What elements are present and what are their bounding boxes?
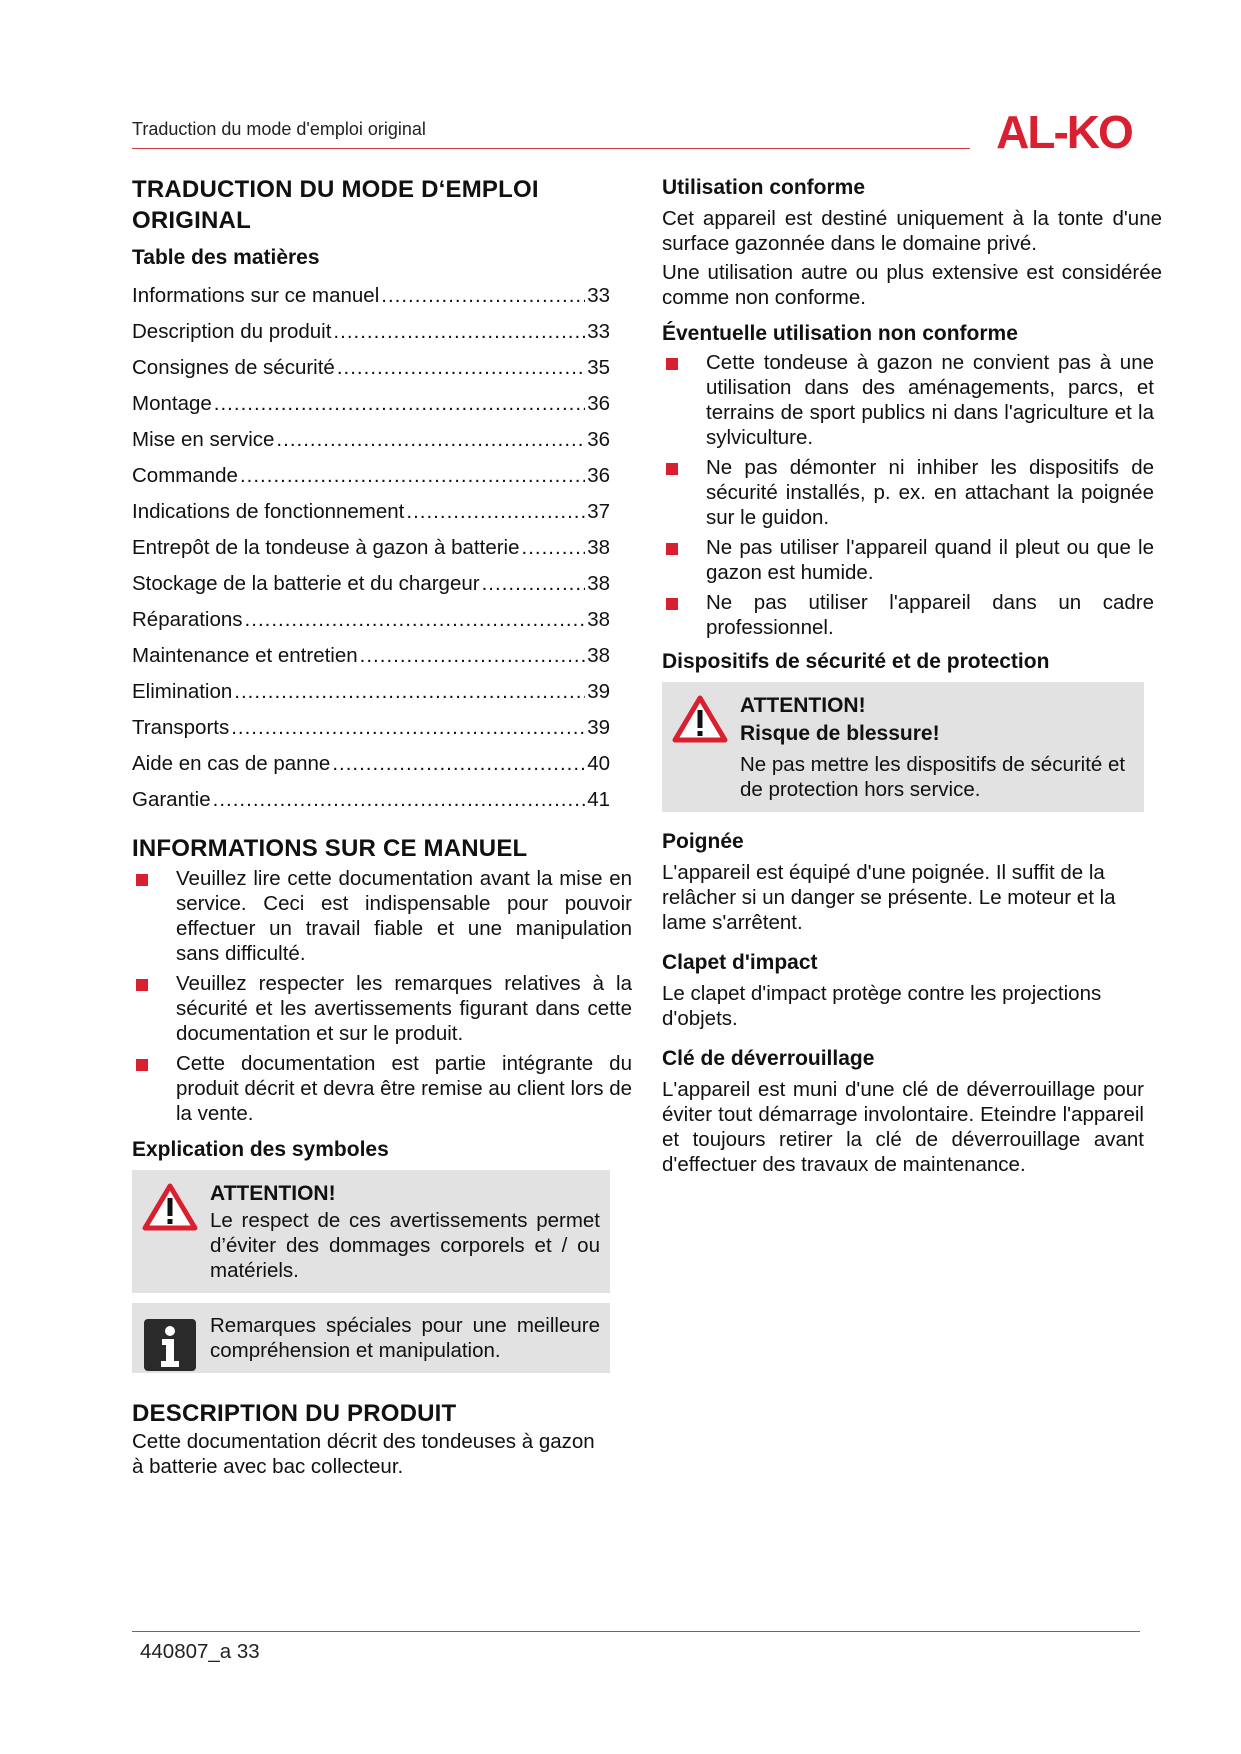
bullet-square-icon — [136, 1059, 148, 1071]
svg-text:AL-KO: AL-KO — [996, 106, 1132, 156]
table-of-contents — [132, 278, 610, 818]
info-bullet-list — [132, 866, 632, 1126]
bullet-item — [662, 350, 1154, 450]
toc-entry-page: 39 — [587, 716, 610, 739]
toc-entry[interactable] — [132, 782, 610, 818]
bullet-square-icon — [136, 979, 148, 991]
bullet-text: Ne pas utiliser l'appareil dans un cadre professionnel. — [706, 591, 1154, 639]
toc-leader-dots — [245, 602, 586, 638]
safety-devices-heading: Dispositifs de sécurité et de protection — [662, 650, 1050, 673]
toc-leader-dots — [522, 530, 586, 566]
bullet-text: Veuillez lire cette documentation avant la mise en service. Ceci est indispensable pour pouvoir effectuer un travail fiable et une manipulation sans difficulté. — [176, 867, 632, 965]
toc-entry-title: Description du produit — [132, 320, 332, 343]
safety-warning-text: Ne pas mettre les dispositifs de sécurité et de protection hors service. — [740, 753, 1126, 801]
symbols-warning-box — [132, 1170, 610, 1293]
toc-entry[interactable] — [132, 566, 610, 602]
impact-flap-text: Le clapet d'impact protège contre les projections d'objets. — [662, 982, 1102, 1030]
running-header: Traduction du mode d'emploi original — [132, 119, 426, 139]
handle-text: L'appareil est équipé d'une poignée. Il suffit de la relâcher si un danger se présente. Le moteur et la lame s'arrêtent. — [662, 861, 1116, 934]
document-title-line-2: ORIGINAL — [132, 207, 251, 234]
toc-entry-title: Mise en service — [132, 428, 275, 451]
toc-entry-page: 33 — [587, 320, 610, 343]
toc-entry-title: Garantie — [132, 788, 211, 811]
bullet-square-icon — [666, 463, 678, 475]
toc-leader-dots — [337, 350, 585, 386]
toc-entry-title: Indications de fonctionnement — [132, 500, 405, 523]
toc-entry-title: Transports — [132, 716, 230, 739]
warning-triangle-icon — [672, 694, 728, 744]
toc-entry-title: Montage — [132, 392, 212, 415]
toc-entry[interactable] — [132, 710, 610, 746]
symbols-heading: Explication des symboles — [132, 1138, 389, 1161]
bullet-square-icon — [666, 598, 678, 610]
toc-entry[interactable] — [132, 746, 610, 782]
toc-entry-page: 38 — [587, 536, 610, 559]
toc-entry-page: 40 — [587, 752, 610, 775]
page-footer: 440807_a 33 — [140, 1640, 260, 1663]
toc-leader-dots — [381, 278, 585, 314]
toc-leader-dots — [213, 782, 586, 818]
toc-entry-page: 38 — [587, 572, 610, 595]
toc-entry-page: 38 — [587, 644, 610, 667]
misuse-bullet-list — [662, 350, 1154, 640]
warning-triangle-icon — [142, 1182, 198, 1232]
toc-leader-dots — [333, 314, 585, 350]
symbols-info-box — [132, 1303, 610, 1373]
toc-entry-title: Consignes de sécurité — [132, 356, 335, 379]
bullet-item — [662, 535, 1154, 585]
impact-flap-heading: Clapet d'impact — [662, 951, 818, 974]
safety-warning-title: ATTENTION! — [740, 694, 866, 717]
bullet-item — [132, 1051, 632, 1126]
toc-entry-page: 36 — [587, 464, 610, 487]
toc-entry-title: Réparations — [132, 608, 243, 631]
toc-entry[interactable] — [132, 674, 610, 710]
toc-entry[interactable] — [132, 350, 610, 386]
intended-use-heading: Utilisation conforme — [662, 176, 866, 199]
toc-entry-page: 33 — [587, 284, 610, 307]
toc-entry[interactable] — [132, 278, 610, 314]
toc-leader-dots — [406, 494, 585, 530]
toc-entry[interactable] — [132, 530, 610, 566]
toc-entry[interactable] — [132, 386, 610, 422]
toc-entry-page: 38 — [587, 608, 610, 631]
toc-leader-dots — [234, 674, 585, 710]
toc-leader-dots — [214, 386, 585, 422]
toc-entry[interactable] — [132, 422, 610, 458]
bullet-item — [662, 590, 1154, 640]
symbols-warning-title: ATTENTION! — [210, 1182, 336, 1205]
release-key-heading: Clé de déverrouillage — [662, 1047, 875, 1070]
toc-entry[interactable] — [132, 494, 610, 530]
bullet-text: Cette documentation est partie intégrante du produit décrit et devra être remise au client lors de la vente. — [176, 1052, 632, 1125]
info-icon — [142, 1317, 198, 1373]
toc-leader-dots — [240, 458, 585, 494]
bullet-text: Ne pas démonter ni inhiber les dispositifs de sécurité installés, p. ex. en attachant la poignée sur le guidon. — [706, 456, 1154, 529]
toc-leader-dots — [332, 746, 585, 782]
bullet-text: Veuillez respecter les remarques relatives à la sécurité et les avertissements figurant dans cette documentation et sur le produit. — [176, 972, 632, 1045]
document-title-line-1: TRADUCTION DU MODE D‘EMPLOI — [132, 176, 539, 203]
toc-entry[interactable] — [132, 638, 610, 674]
toc-entry-page: 37 — [587, 500, 610, 523]
toc-entry-page: 35 — [587, 356, 610, 379]
bullet-text: Cette tondeuse à gazon ne convient pas à une utilisation dans des aménagements, parcs, et terrains de sport publics ni dans l'agriculture et la sylviculture. — [706, 351, 1154, 449]
toc-entry[interactable] — [132, 458, 610, 494]
toc-entry-title: Stockage de la batterie et du chargeur — [132, 572, 480, 595]
bullet-square-icon — [666, 358, 678, 370]
toc-heading: Table des matières — [132, 246, 320, 269]
toc-entry-title: Entrepôt de la tondeuse à gazon à batterie — [132, 536, 520, 559]
symbols-warning-text: Le respect de ces avertissements permet d’éviter des dommages corporels et / ou matériels. — [210, 1209, 600, 1282]
intended-use-text-1: Cet appareil est destiné uniquement à la tonte d'une surface gazonnée dans le domaine privé. — [662, 207, 1162, 255]
toc-entry-title: Aide en cas de panne — [132, 752, 331, 775]
right-column — [662, 174, 1162, 1177]
toc-entry-title: Informations sur ce manuel — [132, 284, 380, 307]
header-rule — [132, 148, 970, 149]
handle-heading: Poignée — [662, 830, 744, 853]
toc-leader-dots — [276, 422, 585, 458]
misuse-heading: Éventuelle utilisation non conforme — [662, 322, 1018, 345]
toc-entry-page: 36 — [587, 428, 610, 451]
toc-leader-dots — [482, 566, 586, 602]
toc-entry-page: 39 — [587, 680, 610, 703]
toc-entry[interactable] — [132, 314, 610, 350]
info-heading: INFORMATIONS SUR CE MANUEL — [132, 835, 528, 862]
bullet-text: Ne pas utiliser l'appareil quand il pleut ou que le gazon est humide. — [706, 536, 1154, 584]
document-title — [132, 174, 632, 236]
bullet-square-icon — [666, 543, 678, 555]
footer-rule — [132, 1631, 1140, 1632]
intended-use-text-2: Une utilisation autre ou plus extensive est considérée comme non conforme. — [662, 261, 1162, 309]
toc-entry-title: Maintenance et entretien — [132, 644, 358, 667]
alko-logo — [988, 104, 1140, 156]
bullet-square-icon — [136, 874, 148, 886]
bullet-item — [132, 866, 632, 966]
toc-entry[interactable] — [132, 602, 610, 638]
toc-leader-dots — [231, 710, 585, 746]
description-heading: DESCRIPTION DU PRODUIT — [132, 1400, 457, 1427]
left-column — [132, 174, 632, 1479]
toc-leader-dots — [360, 638, 586, 674]
bullet-item — [662, 455, 1154, 530]
toc-entry-page: 41 — [587, 788, 610, 811]
toc-entry-title: Commande — [132, 464, 238, 487]
symbols-info-text: Remarques spéciales pour une meilleure compréhension et manipulation. — [210, 1314, 600, 1362]
description-text: Cette documentation décrit des tondeuses à gazon à batterie avec bac collecteur. — [132, 1430, 595, 1478]
safety-warning-subtitle: Risque de blessure! — [740, 722, 940, 745]
bullet-item — [132, 971, 632, 1046]
safety-warning-box — [662, 682, 1144, 812]
toc-entry-page: 36 — [587, 392, 610, 415]
release-key-text: L'appareil est muni d'une clé de déverrouillage pour éviter tout démarrage involontaire. Eteindre l'appareil et toujours retirer la clé de déverrouillage avant d'effectuer des travaux de maintenance. — [662, 1078, 1144, 1176]
toc-entry-title: Elimination — [132, 680, 233, 703]
